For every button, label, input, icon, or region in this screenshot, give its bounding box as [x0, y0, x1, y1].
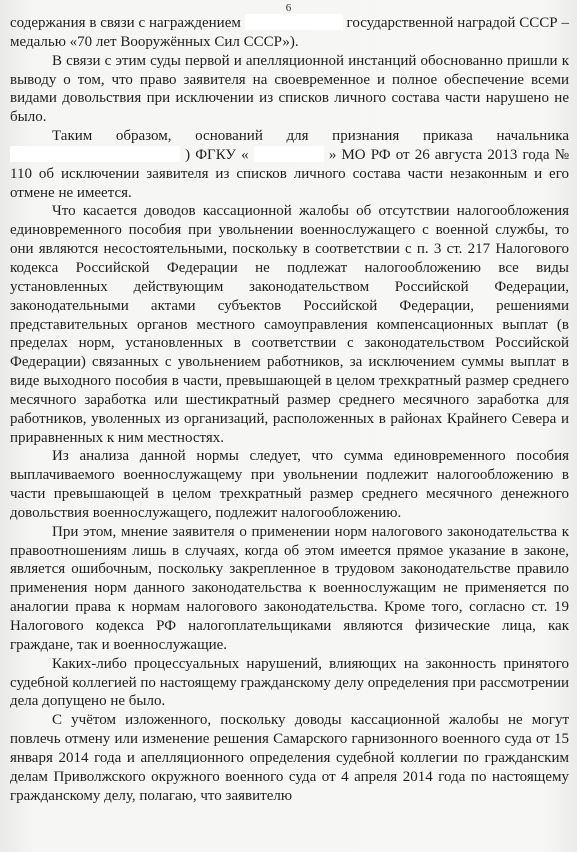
paragraph-order	[10, 127, 569, 202]
redaction-block	[10, 146, 180, 162]
paragraph-procedural	[10, 655, 569, 712]
document-body	[10, 14, 569, 805]
paragraph-norm-analysis	[10, 447, 569, 522]
paragraph-2-text: В связи с этим суды первой и апелляционной инстанций обоснованно пришли к выводу о том, что право заявителя на своевременное и полное обеспечение всеми видами довольствия при исключении из списков личного состава части нарушено не было.	[10, 52, 569, 126]
paragraph-8-text: С учётом изложенного, поскольку доводы кассационной жалобы не могут повлечь отмену или изменение решения Самарского гарнизонного военного суда от 15 января 2014 года и апелляционного определения судебной коллегии по гражданским делам Приволжского окружного военного суда от 4 апреля 2014 года по настоящему гражданскому делу, полагаю, что заявителю	[10, 712, 569, 804]
paragraph-conclusion	[10, 711, 569, 805]
redaction-block	[254, 146, 324, 162]
paragraph-award	[10, 14, 569, 52]
paragraph-applicant-opinion	[10, 523, 569, 655]
paragraph-1-text: содержания в связи с награждением государственной наградой СССР – медалью «70 лет Вооружённых Сил СССР»).	[10, 15, 569, 50]
paragraph-tax-argument	[10, 202, 569, 447]
paragraph-6-text: При этом, мнение заявителя о применении норм налогового законодательства к правоотношениям лишь в случаях, когда об этом имеется прямое указание в законе, является ошибочным, поскольку закрепленное в трудовом законодательстве правило применения норм данного законодательства к военнослужащим не применяется по аналогии права к нормам налогового законодательства. Кроме того, согласно ст. 19 Налогового кодекса РФ налогоплательщиками являются физические лица, как граждане, так и военнослужащие.	[10, 523, 569, 653]
paragraph-7-text: Каких-либо процессуальных нарушений, влияющих на законность принятого судебной коллегией по настоящему гражданскому делу определения при рассмотрении дела допущено не было.	[10, 655, 569, 710]
paragraph-4-text: Что касается доводов кассационной жалобы об отсутствии налогообложения единовременного пособия при увольнении военнослужащего с военной службы, то они являются несостоятельными, поскольку в соответствии с п. 3 ст. 217 Налогового кодекса Российской Федерации не подлежат налогообложению все виды установленных действующим законодательством Российской Федерации, законодательными актами субъектов Российской Федерации, решениями представительных органов местного самоуправления компенсационных выплат (в пределах норм, установленных в соответствии с законодательством Российской Федерации) связанных с увольнением работников, за исключением суммы выплат в виде выходного пособия в части, превышающей в целом трехкратный размер среднего месячного заработка или шестикратный размер среднего месячного заработка для работников, уволенных из организаций, расположенных в районах Крайнего Севера и приравненных к ним местностях.	[10, 203, 569, 446]
paragraph-5-text: Из анализа данной нормы следует, что сумма единовременного пособия выплачиваемого военнослужащему при увольнении подлежит налогообложению в части превышающей в целом трехкратный размер среднего месячного денежного довольствия военнослужащего, подлежит налогообложению.	[10, 448, 569, 521]
paragraph-3-text: Таким образом, оснований для признания приказа начальника ) ФГКУ « » МО РФ от 26 августа 2013 года № 110 об исключении заявителя из списков личного состава части незаконным и его отмене не имеется.	[10, 128, 570, 201]
page-number: 6	[285, 2, 292, 14]
redaction-block	[245, 14, 343, 30]
paragraph-rights	[10, 52, 569, 127]
